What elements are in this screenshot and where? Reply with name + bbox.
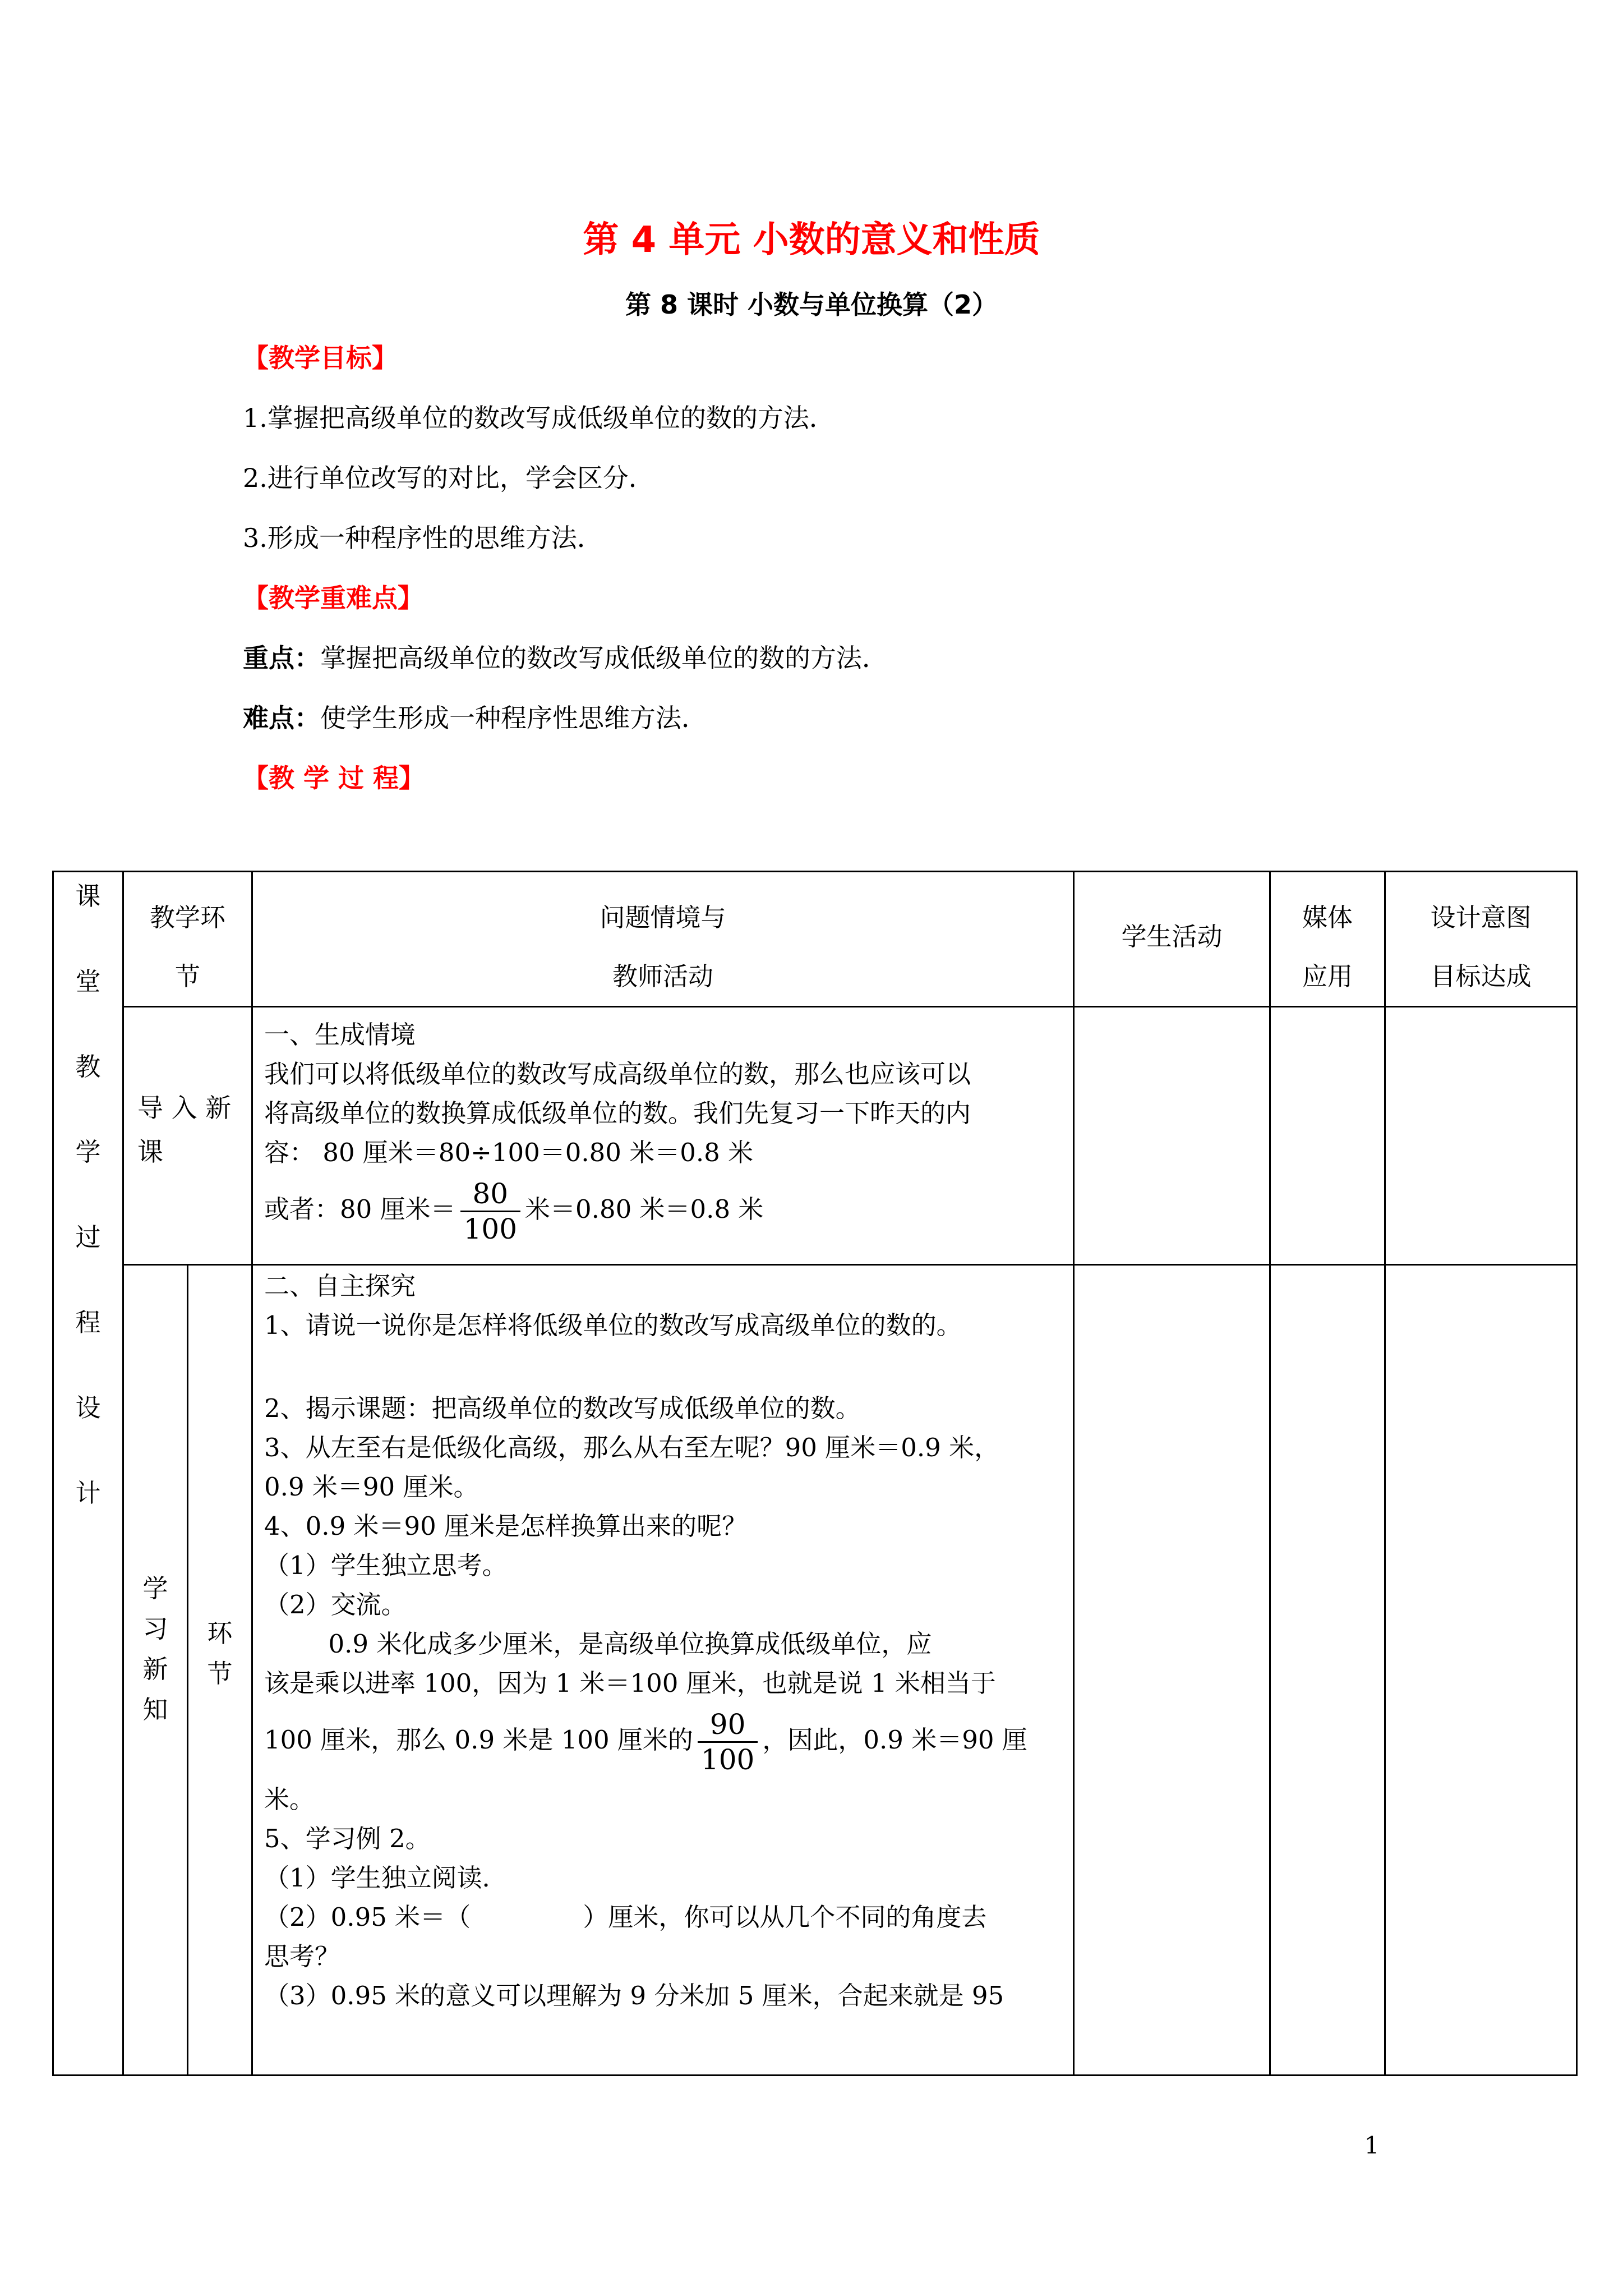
side-label-char: 学 (75, 1137, 101, 1167)
side-label-char: 程 (75, 1308, 101, 1337)
header-media-line: 应用 (1302, 961, 1353, 991)
step-inner-char: 环 (207, 1618, 233, 1648)
content-line: 该是乘以进率 100，因为 1 米＝100 厘米，也就是说 1 米相当于 (264, 1668, 996, 1698)
header-media (1270, 872, 1385, 1007)
lesson-intro (243, 338, 1533, 818)
content-line: 3、从左至右是低级化高级，那么从右至左呢？90 厘米＝0.9 米， (264, 1433, 1000, 1462)
step-intro-line: 导 入 新 (137, 1093, 232, 1123)
student-activity-cell (1074, 1265, 1270, 2076)
fraction-line-before: 或者：80 厘米＝ (264, 1194, 456, 1224)
side-label-char: 教 (75, 1052, 101, 1082)
difficult-point-text: 使学生形成一种程序性思维方法． (320, 703, 707, 733)
header-design-line: 设计意图 (1430, 903, 1532, 932)
step-learn-char: 习 (142, 1614, 168, 1644)
process-heading: 【教 学 过 程】 (243, 763, 425, 793)
content-line: （2）0.95 米＝（ ）厘米，你可以从几个不同的角度去 (264, 1902, 987, 1932)
lesson-process-table (52, 871, 1578, 2076)
fraction-line (264, 1708, 1063, 1777)
step-learn-inner-cell (188, 1265, 252, 2076)
fraction-numerator: 80 (472, 1177, 509, 1210)
step-learn-char: 学 (142, 1573, 168, 1603)
fraction-line (264, 1177, 1063, 1246)
step-inner-char: 节 (207, 1659, 233, 1688)
content-line: 0.9 米化成多少厘米，是高级单位换算成低级单位，应 (264, 1629, 932, 1659)
content-line: 2、揭示课题：把高级单位的数改写成低级单位的数。 (264, 1393, 861, 1423)
step-learn-char: 知 (142, 1695, 168, 1724)
key-points-heading: 【教学重难点】 (243, 583, 423, 613)
media-cell (1270, 1265, 1385, 2076)
student-activity-cell (1074, 1007, 1270, 1265)
content-line: 容： 80 厘米＝80÷100＝0.80 米＝0.8 米 (264, 1138, 754, 1167)
header-step (123, 872, 252, 1007)
header-step-line: 教学环 (150, 903, 226, 932)
content-line: 4、0.9 米＝90 厘米是怎样换算出来的呢？ (264, 1511, 748, 1541)
difficult-point-label: 难点： (243, 703, 320, 733)
goals-heading: 【教学目标】 (243, 343, 398, 373)
goal-item: 1.掌握把高级单位的数改写成低级单位的数的方法． (243, 403, 835, 433)
situation-learn-cell (252, 1265, 1074, 2076)
content-line: 1、请说一说你是怎样将低级单位的数改写成高级单位的数的。 (264, 1310, 962, 1340)
fraction-numerator: 90 (709, 1708, 746, 1741)
content-line: 我们可以将低级单位的数改写成高级单位的数，那么也应该可以 (264, 1059, 971, 1089)
difficult-point (243, 698, 1533, 758)
content-line: 思考？ (264, 1941, 340, 1971)
lesson-subtitle: 第 8 课时 小数与单位换算（2） (625, 289, 998, 320)
content-line: 二、自主探究 (264, 1271, 416, 1301)
design-cell (1385, 1007, 1577, 1265)
header-situation-line: 问题情境与 (600, 903, 726, 932)
key-point-text: 掌握把高级单位的数改写成低级单位的数的方法． (320, 643, 888, 673)
content-line: 一、生成情境 (264, 1020, 416, 1050)
header-student-text: 学生活动 (1121, 922, 1223, 951)
side-label-char: 过 (75, 1222, 101, 1252)
fraction-line-after: ，因此，0.9 米＝90 厘 (762, 1725, 1027, 1755)
header-situation-line: 教师活动 (612, 961, 714, 991)
header-media-line: 媒体 (1302, 903, 1353, 932)
side-label-char: 计 (75, 1478, 101, 1508)
header-design-line: 目标达成 (1430, 961, 1532, 991)
header-situation (252, 872, 1074, 1007)
content-line: 5、学习例 2。 (264, 1824, 431, 1853)
header-student-activity (1074, 872, 1270, 1007)
content-line: （3）0.95 米的意义可以理解为 9 分米加 5 厘米，合起来就是 95 (264, 1981, 1004, 2010)
situation-intro-cell (252, 1007, 1074, 1265)
header-design (1385, 872, 1577, 1007)
design-cell (1385, 1265, 1577, 2076)
content-line: 米。 (264, 1784, 315, 1814)
fraction-line-after: 米＝0.80 米＝0.8 米 (525, 1194, 764, 1224)
header-step-line: 节 (175, 961, 201, 991)
step-learn-char: 新 (142, 1654, 168, 1684)
side-label-char: 设 (75, 1393, 101, 1423)
fraction (698, 1708, 758, 1777)
content-line: 0.9 米＝90 厘米。 (264, 1472, 479, 1502)
content-line (264, 1345, 1063, 1389)
page-number: 1 (1364, 2132, 1380, 2159)
fraction-denominator: 100 (698, 1741, 758, 1777)
content-line: （1）学生独立思考。 (264, 1550, 508, 1580)
page-title: 第 4 单元 小数的意义和性质 (583, 219, 1040, 261)
goal-item: 2.进行单位改写的对比，学会区分． (243, 463, 654, 493)
goal-item: 3.形成一种程序性的思维方法． (243, 523, 603, 553)
side-label-char: 堂 (75, 967, 101, 996)
step-intro-cell (123, 1007, 252, 1265)
side-label-cell (53, 872, 123, 2076)
step-intro-line: 课 (137, 1137, 163, 1167)
key-point (243, 638, 1533, 698)
content-line: （2）交流。 (264, 1590, 407, 1619)
step-learn-outer-cell (123, 1265, 188, 2076)
media-cell (1270, 1007, 1385, 1265)
fraction-denominator: 100 (460, 1211, 520, 1246)
fraction (460, 1177, 520, 1246)
content-line: 将高级单位的数换算成低级单位的数。我们先复习一下昨天的内 (264, 1098, 971, 1128)
side-label-char: 课 (75, 881, 101, 911)
key-point-label: 重点： (243, 643, 320, 673)
fraction-line-before: 100 厘米，那么 0.9 米是 100 厘米的 (264, 1725, 693, 1755)
content-line: （1）学生独立阅读． (264, 1863, 508, 1893)
